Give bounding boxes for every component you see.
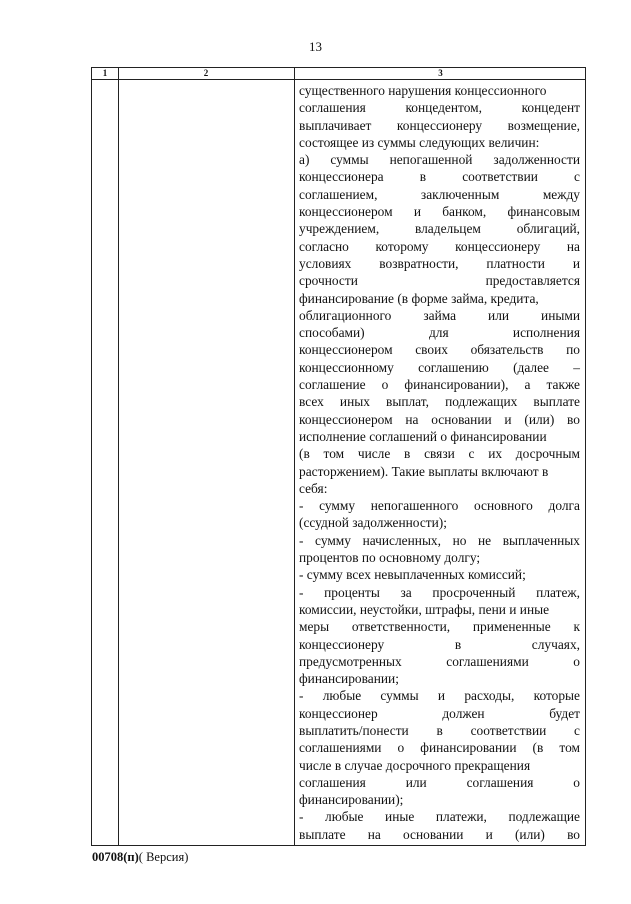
version-label: ( Версия)	[138, 850, 189, 864]
text-line: соглашения или соглашения о	[299, 774, 580, 790]
text-line: - любые иные платежи, подлежащие	[299, 809, 580, 825]
text-line: концессионер должен будет	[299, 705, 580, 721]
text-line: учреждением, владельцем облигаций,	[299, 221, 580, 237]
text-line: финансировании;	[299, 671, 399, 687]
text-line: (в том числе в связи с их досрочным	[299, 446, 580, 462]
text-line: концессионером на основании и (или) во	[299, 411, 580, 427]
text-line: соглашениями о финансировании (в том	[299, 740, 580, 756]
text-line: себя:	[299, 480, 328, 496]
text-line: числе в случае досрочного прекращения	[299, 757, 531, 773]
text-line: условиях возвратности, платности и	[299, 255, 580, 271]
text-line: выплате на основании и (или) во	[299, 826, 580, 842]
text-line: а) суммы непогашенной задолженности	[299, 152, 580, 168]
text-line: выплачивает концессионеру возмещение,	[299, 117, 580, 133]
text-line: всех иных выплат, подлежащих выплате	[299, 394, 580, 410]
text-line: расторжением). Такие выплаты включают в	[299, 463, 549, 479]
text-line: концессионером и банком, финансовым	[299, 204, 580, 220]
column-header-1: 1	[102, 68, 108, 78]
text-line: концессионером своих обязательств по	[299, 342, 580, 358]
text-line: меры ответственности, примененные к	[299, 619, 580, 635]
text-line: (ссудной задолженности);	[299, 515, 447, 531]
text-line: облигационного займа или иными	[299, 307, 580, 323]
text-line: финансирование (в форме займа, кредита,	[299, 290, 539, 306]
text-line: процентов по основному долгу;	[299, 550, 481, 566]
text-line: согласно которому концессионеру на	[299, 238, 580, 254]
header-row-divider	[92, 79, 585, 80]
text-line: соглашение о финансировании), а также	[299, 377, 580, 393]
text-line: концессионеру в случаях,	[299, 636, 580, 652]
document-table	[91, 67, 586, 846]
column-divider-2	[294, 68, 295, 845]
text-line: исполнение соглашений о финансировании	[299, 428, 547, 444]
footer	[92, 850, 188, 865]
text-line: предусмотренных соглашениями о	[299, 653, 580, 669]
text-line: способами) для исполнения	[299, 325, 580, 341]
text-line: состоящее из суммы следующих величин:	[299, 134, 540, 150]
text-line: - сумму всех невыплаченных комиссий;	[299, 567, 526, 583]
page-number: 13	[309, 39, 322, 54]
text-line: - сумму непогашенного основного долга	[299, 498, 580, 514]
column-header-2: 2	[203, 68, 209, 78]
text-line: концессионному соглашению (далее –	[299, 359, 580, 375]
text-line: - сумму начисленных, но не выплаченных	[299, 532, 580, 548]
text-line: концессионера в соответствии с	[299, 169, 580, 185]
text-line: - любые суммы и расходы, которые	[299, 688, 580, 704]
text-line: соглашением, заключенным между	[299, 186, 580, 202]
document-code: 00708(п)	[92, 850, 139, 864]
column-3-text	[299, 82, 580, 843]
column-header-3: 3	[438, 68, 443, 78]
text-line: срочности предоставляется	[299, 273, 580, 289]
column-divider-1	[118, 68, 119, 845]
text-line: существенного нарушения концессионного	[299, 83, 547, 98]
text-line: соглашения концедентом, концедент	[299, 100, 580, 116]
text-line: финансировании);	[299, 792, 404, 808]
text-line: - проценты за просроченный платеж,	[299, 584, 580, 600]
text-line: комиссии, неустойки, штрафы, пени и иные	[299, 601, 550, 617]
text-line: выплатить/понести в соответствии с	[299, 722, 580, 738]
